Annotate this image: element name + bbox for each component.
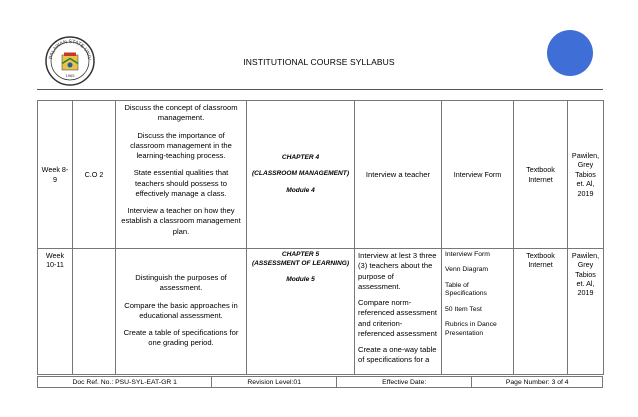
activity-cell — [355, 249, 442, 375]
objective-item: Discuss the concept of classroom management. — [124, 103, 238, 123]
table-row — [38, 249, 604, 375]
page-number: Page Number: 3 of 4 — [505, 378, 569, 386]
resources-cell: Textbook Internet — [514, 249, 568, 375]
header-divider — [37, 89, 603, 90]
topic-cell — [247, 249, 355, 375]
blue-circle-logo — [547, 30, 593, 76]
svg-text:1965: 1965 — [65, 73, 75, 78]
assessment-cell — [442, 249, 514, 375]
activity-item: Create a one-way table of specifications for a — [358, 345, 437, 365]
assessment-item: Rubrics in Dance Presentation — [445, 321, 497, 337]
svg-text:PALAWAN STATE UNIVERSITY: PALAWAN STATE UNIV — [48, 38, 93, 61]
page-title: INSTITUTIONAL COURSE SYLLABUS — [243, 57, 395, 67]
assessment-cell: Interview Form — [442, 101, 514, 249]
objectives-cell — [116, 249, 247, 375]
syllabus-table — [37, 100, 604, 375]
objective-item: Distinguish the purposes of assessment. — [135, 273, 227, 293]
activity-cell — [355, 101, 442, 249]
chapter-title: (CLASSROOM MANAGEMENT) — [251, 170, 350, 178]
revision-level: Revision Level:01 — [212, 377, 337, 387]
activity-item: Interview at lest 3 three (3) teachers about the purpose of assessment. — [358, 251, 437, 291]
assessment-item: Venn Diagram — [445, 266, 489, 274]
references-cell: Pawilen, Grey Tabios et. Al, 2019 — [568, 249, 604, 375]
objectives-cell — [116, 101, 247, 249]
objective-item: Discuss the importance of classroom management in the learning-teaching process. — [130, 130, 232, 160]
module-label: Module 5 — [286, 276, 315, 284]
objective-item: Create a table of specifications for one grading period. — [123, 328, 239, 348]
week-cell: Week 8-9 — [38, 101, 73, 249]
document-footer — [37, 376, 603, 388]
module-label: Module 4 — [286, 186, 315, 194]
references-cell: Pawilen, Grey Tabios et. Al, 2019 — [568, 101, 604, 249]
objective-item: State essential qualities that teachers should possess to effectively manage a class. — [133, 168, 229, 198]
week-cell: Week 10-11 — [38, 249, 73, 375]
course-outcome-cell — [73, 249, 116, 375]
chapter-label: CHAPTER 5 — [281, 251, 320, 258]
activity-text: Interview a teacher — [365, 169, 431, 179]
assessment-item: Table of Specifications — [445, 281, 487, 298]
topic-cell — [247, 101, 355, 249]
objective-item: Compare the basic approaches in educational assessment. — [124, 300, 238, 320]
course-outcome-cell: C.O 2 — [73, 101, 116, 249]
assessment-item: Interview Form — [445, 251, 490, 258]
resources-cell: Textbook Internet — [514, 101, 568, 249]
assessment-item: 50 Item Test — [445, 305, 482, 313]
document-header — [0, 0, 638, 92]
effective-date: Effective Date: — [337, 377, 473, 387]
doc-ref-number: Doc Ref. No.: PSU-SYL-EAT-GR 1 — [38, 377, 212, 387]
table-row — [38, 101, 604, 249]
activity-item: Compare norm-referenced assessment and criterion-referenced assessment — [358, 298, 437, 338]
chapter-label: CHAPTER 4 — [281, 153, 320, 161]
objective-item: Interview a teacher on how they establish a classroom management plan. — [121, 206, 241, 236]
chapter-title: (ASSESSMENT OF LEARNING) — [251, 259, 350, 267]
